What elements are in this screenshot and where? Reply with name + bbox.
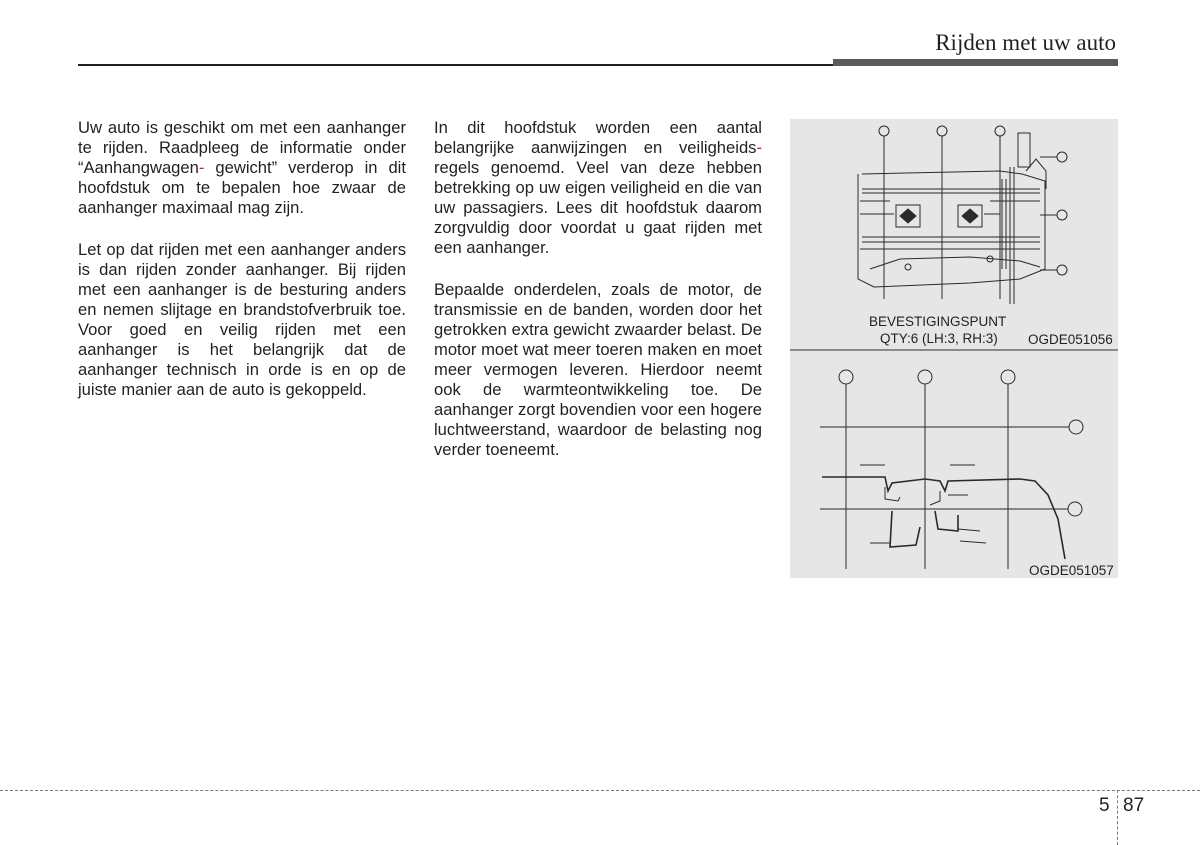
page-header-title: Rijden met uw auto	[935, 30, 1116, 55]
figure-1-caption-line-2: QTY:6 (LH:3, RH:3)	[880, 331, 998, 346]
footer-dashed-rule	[0, 790, 1200, 791]
hyphenation-mark: -	[198, 158, 205, 177]
middle-paragraph-1-part-b: regels genoemd. Veel van deze hebben betrekking op uw eigen veiligheid en die van uw passagiers. Lees dit hoofdstuk daarom zorgvuldig door voordat u gaat rijden met een aanhanger.	[434, 158, 762, 257]
left-text-column	[78, 118, 406, 422]
page-number: 87	[1123, 795, 1145, 816]
left-paragraph-2: Let op dat rijden met een aanhanger anders is dan rijden zonder aanhanger. Bij rijden met een aanhanger is de besturing anders en nemen slijtage en brandstofverbruik toe. Voor goed en veilig rijden met een aanhanger is het belangrijk dat de aanhanger technisch in orde is en op de juiste manier aan de auto is gekoppeld.	[78, 240, 406, 399]
chassis-drawing	[858, 126, 1067, 304]
header-accent-bar	[833, 59, 1118, 66]
figure-panel	[790, 119, 1118, 578]
bracket-section-drawing	[820, 370, 1083, 569]
figure-2-code: OGDE051057	[1029, 563, 1114, 578]
middle-paragraph-1-part-a: In dit hoofdstuk worden een aantal belangrijke aanwijzingen en veiligheids	[434, 118, 762, 157]
middle-paragraph-1	[434, 118, 762, 258]
figure-1-code: OGDE051056	[1028, 332, 1113, 347]
left-paragraph-1	[78, 118, 406, 218]
chapter-number: 5	[1099, 795, 1110, 816]
left-paragraph-1-part-b: gewicht” verderop in dit hoofdstuk om te bepalen hoe zwaar de aanhanger maximaal mag zijn.	[78, 158, 406, 217]
hyphenation-mark: -	[756, 138, 762, 157]
left-paragraph-1-part-a: Uw auto is geschikt om met een aanhanger te rijden. Raadpleeg de informatie onder “Aanhangwagen	[78, 118, 406, 177]
footer-dashed-divider	[1117, 790, 1118, 845]
figure-1-caption-line-1: BEVESTIGINGSPUNT	[869, 314, 1007, 329]
middle-text-column	[434, 118, 762, 482]
figure-divider	[790, 349, 1118, 351]
middle-paragraph-2: Bepaalde onderdelen, zoals de motor, de transmissie en de banden, worden door het getrokken extra gewicht zwaarder belast. De motor moet wat meer toeren maken en moet meer vermogen leveren. Hierdoor neemt ook de warmteontwikkeling toe. De aanhanger zorgt bovendien voor een hogere luchtweerstand, waardoor de belasting nog verder toeneemt.	[434, 280, 762, 459]
header-rule	[78, 64, 833, 66]
